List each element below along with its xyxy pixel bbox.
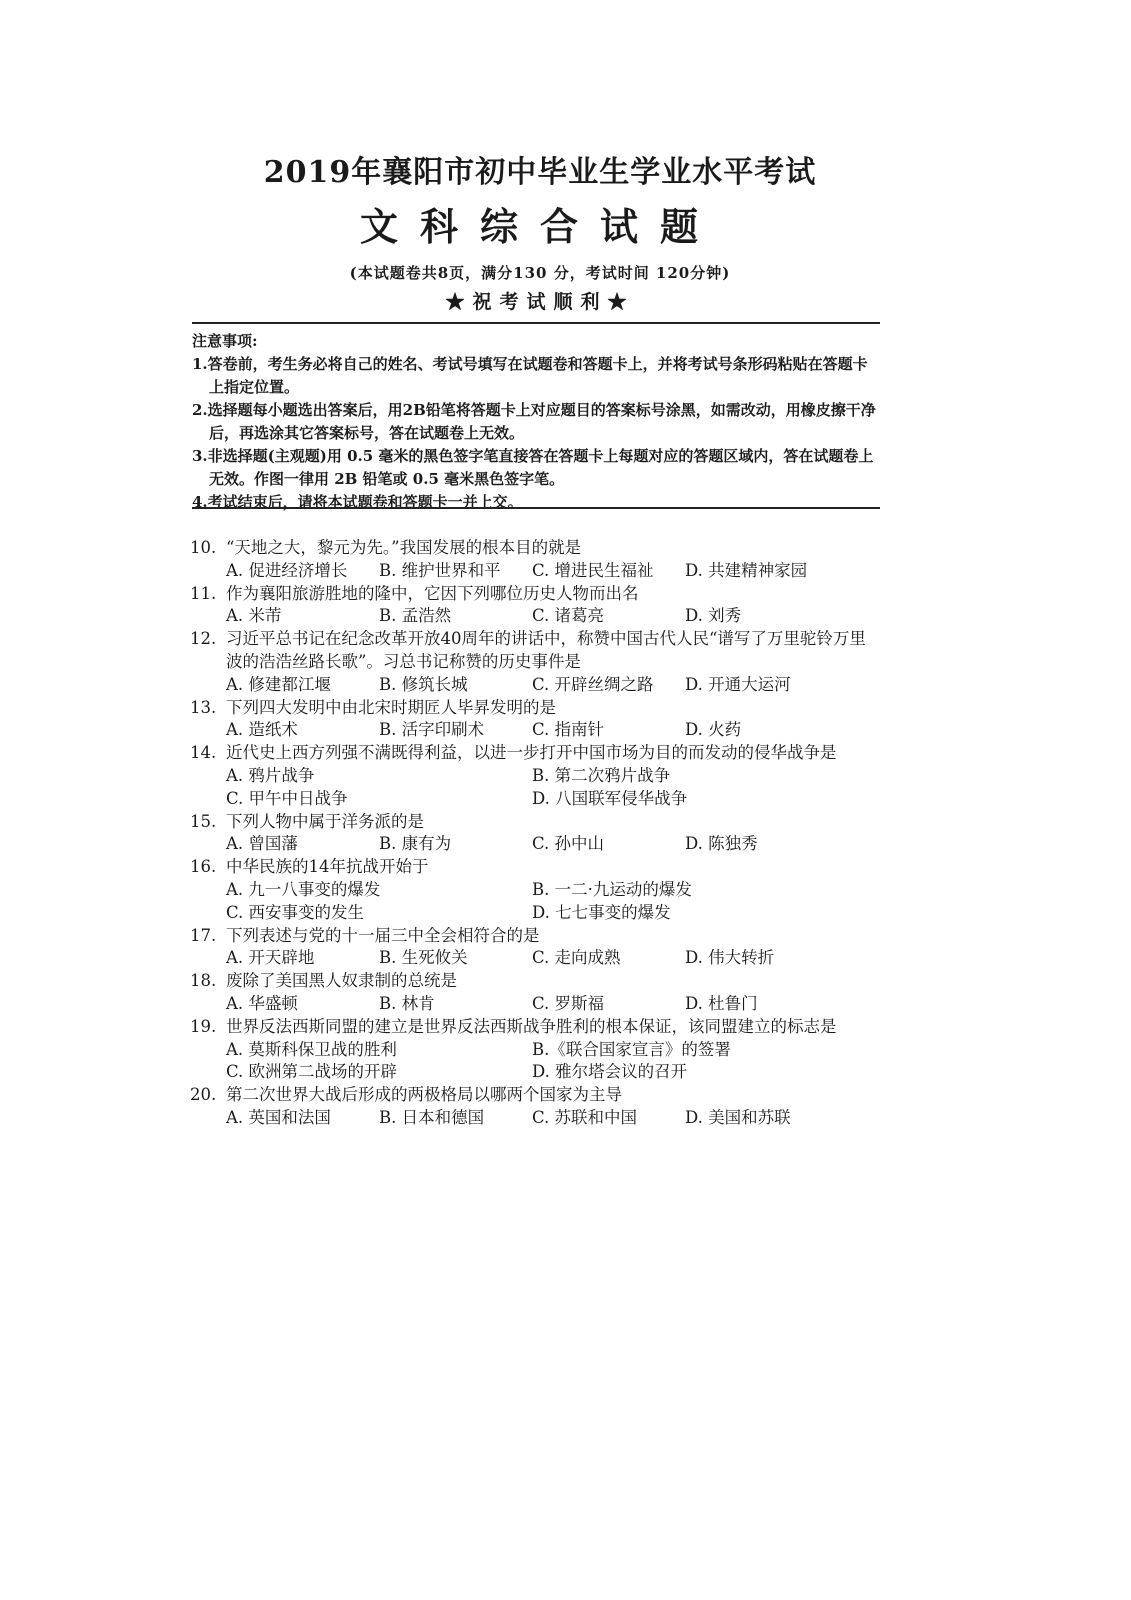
question-text: “天地之大，黎元为先。”我国发展的根本目的就是 (226, 538, 582, 557)
question-stem (190, 628, 880, 674)
option-c: C. 走向成熟 (532, 948, 621, 968)
option-a: A. 促进经济增长 (226, 560, 348, 580)
question-text: 中华民族的14年抗战开始于 (226, 857, 429, 877)
question-number: 20. (190, 1085, 217, 1105)
question-number: 10. (190, 538, 217, 557)
question-text: 下列四大发明中由北宋时期匠人毕昇发明的是 (226, 697, 556, 717)
question-text: 近代史上西方列强不满既得利益，以进一步打开中国市场为目的而发动的侵华战争是 (226, 743, 837, 763)
option-b: B. 活字印刷术 (379, 720, 485, 740)
options-row (190, 674, 880, 697)
question-number: 11. (190, 583, 217, 603)
question-18 (190, 970, 880, 1016)
option-c: C. 诸葛亮 (532, 606, 605, 626)
options-row (190, 719, 880, 742)
exam-info: (本试题卷共8页，满分130 分，考试时间 120分钟) (349, 264, 731, 282)
question-stem (190, 1084, 880, 1107)
notice-item: 2.选择题每小题选出答案后，用2B铅笔将答题卡上对应题目的答案标号涂黑，如需改动，用橡皮擦干净后，再选涂其它答案标号，答在试题卷上无效。 (192, 401, 876, 442)
option-c: C. 罗斯福 (532, 993, 605, 1013)
option-c: C. 指南针 (532, 720, 605, 740)
option-a: A. 造纸术 (226, 720, 298, 740)
question-10 (190, 537, 880, 583)
options-row (190, 1039, 880, 1062)
option-d: D. 伟大转折 (685, 948, 775, 968)
option-d: D. 七七事变的爆发 (532, 902, 671, 922)
question-number: 15. (190, 811, 217, 831)
options-row (190, 947, 880, 970)
option-a: A. 修建都江堰 (226, 674, 331, 694)
notice-item: 1.答卷前，考生务必将自己的姓名、考试号填写在试题卷和答题卡上，并将考试号条形码粘贴在答题卡上指定位置。 (192, 355, 868, 396)
option-d: D. 八国联军侵华战争 (532, 788, 688, 808)
question-text: 下列人物中属于洋务派的是 (226, 811, 424, 831)
question-stem (190, 697, 880, 720)
notice-item: 3.非选择题(主观题)用 0.5 毫米的黑色签字笔直接答在答题卡上每题对应的答题区域内，答在试题卷上无效。作图一律用 2B 铅笔或 0.5 毫米黑色签字笔。 (192, 447, 874, 488)
question-16 (190, 856, 880, 924)
question-number: 16. (190, 857, 217, 877)
option-b: B. 生死攸关 (379, 948, 468, 968)
option-a: A. 开天辟地 (226, 948, 315, 968)
question-stem (190, 742, 880, 765)
options-row (190, 833, 880, 856)
question-list (190, 537, 880, 1130)
option-c: C. 西安事变的发生 (226, 902, 365, 922)
question-14 (190, 742, 880, 810)
options-row (190, 902, 880, 925)
question-13 (190, 697, 880, 743)
option-c: C. 苏联和中国 (532, 1107, 638, 1127)
question-15 (190, 811, 880, 857)
options-row (190, 1107, 880, 1130)
question-stem (190, 856, 880, 879)
question-text: 废除了美国黑人奴隶制的总统是 (226, 971, 457, 991)
question-stem (190, 925, 880, 948)
options-row (190, 788, 880, 811)
question-11 (190, 583, 880, 629)
option-b: B. 林肯 (379, 993, 435, 1013)
question-stem (190, 970, 880, 993)
option-b: B. 孟浩然 (379, 606, 452, 626)
question-number: 18. (190, 971, 217, 991)
option-c: C. 孙中山 (532, 834, 605, 854)
option-b: B. 日本和德国 (379, 1107, 485, 1127)
option-d: D. 刘秀 (685, 606, 742, 626)
question-19 (190, 1016, 880, 1084)
options-row (190, 765, 880, 788)
option-d: D. 火药 (685, 720, 742, 740)
option-c: C. 增进民生福祉 (532, 560, 654, 580)
question-number: 14. (190, 743, 217, 763)
option-d: D. 杜鲁门 (685, 993, 758, 1013)
option-c: C. 欧洲第二战场的开辟 (226, 1062, 398, 1082)
option-b: B.《联合国家宣言》的签署 (532, 1039, 731, 1059)
exam-title: 2019年襄阳市初中毕业生学业水平考试 (263, 155, 817, 190)
option-a: A. 英国和法国 (226, 1107, 331, 1127)
options-row (190, 879, 880, 902)
subject-title: 文科综合试题 (359, 204, 720, 249)
notice-item: 4.考试结束后，请将本试题卷和答题卡一并上交。 (192, 493, 523, 511)
option-d: D. 雅尔塔会议的召开 (532, 1062, 688, 1082)
option-b: B. 第二次鸦片战争 (532, 765, 671, 785)
option-a: A. 莫斯科保卫战的胜利 (226, 1039, 397, 1059)
option-a: A. 华盛顿 (226, 993, 298, 1013)
option-d: D. 陈独秀 (685, 834, 758, 854)
top-divider (192, 322, 880, 324)
question-text: 作为襄阳旅游胜地的隆中，它因下列哪位历史人物而出名 (226, 583, 639, 603)
bottom-divider (192, 507, 880, 509)
options-row (190, 605, 880, 628)
options-row (190, 1061, 880, 1084)
option-b: B. 一二·九运动的爆发 (532, 879, 692, 899)
question-stem (190, 537, 880, 560)
question-17 (190, 925, 880, 971)
question-text: 下列表述与党的十一届三中全会相符合的是 (226, 925, 540, 945)
option-a: A. 曾国藩 (226, 834, 298, 854)
option-d: D. 美国和苏联 (685, 1107, 791, 1127)
option-c: C. 甲午中日战争 (226, 788, 348, 808)
question-number: 13. (190, 697, 217, 717)
option-b: B. 维护世界和平 (379, 560, 501, 580)
question-text: 习近平总书记在纪念改革开放40周年的讲话中，称赞中国古代人民“谱写了万里驼铃万里波的浩浩丝路长歌”。习总书记称赞的历史事件是 (226, 629, 866, 671)
option-b: B. 修筑长城 (379, 674, 468, 694)
option-b: B. 康有为 (379, 834, 452, 854)
question-stem (190, 811, 880, 834)
options-row (190, 993, 880, 1016)
question-number: 19. (190, 1016, 217, 1036)
option-d: D. 共建精神家园 (685, 560, 808, 580)
notice-heading: 注意事项: (192, 332, 258, 350)
question-20 (190, 1084, 880, 1130)
options-row (190, 560, 880, 583)
good-luck-banner: ★祝考试顺利★ (445, 291, 635, 313)
question-number: 17. (190, 925, 217, 945)
question-12 (190, 628, 880, 696)
question-stem (190, 583, 880, 606)
option-d: D. 开通大运河 (685, 674, 791, 694)
option-c: C. 开辟丝绸之路 (532, 674, 654, 694)
question-stem (190, 1016, 880, 1039)
question-text: 第二次世界大战后形成的两极格局以哪两个国家为主导 (226, 1085, 622, 1105)
notice-section (192, 330, 882, 514)
option-a: A. 鸦片战争 (226, 765, 315, 785)
option-a: A. 九一八事变的爆发 (226, 879, 381, 899)
question-number: 12. (190, 629, 217, 649)
option-a: A. 米芾 (226, 606, 282, 626)
question-text: 世界反法西斯同盟的建立是世界反法西斯战争胜利的根本保证，该同盟建立的标志是 (226, 1016, 837, 1036)
